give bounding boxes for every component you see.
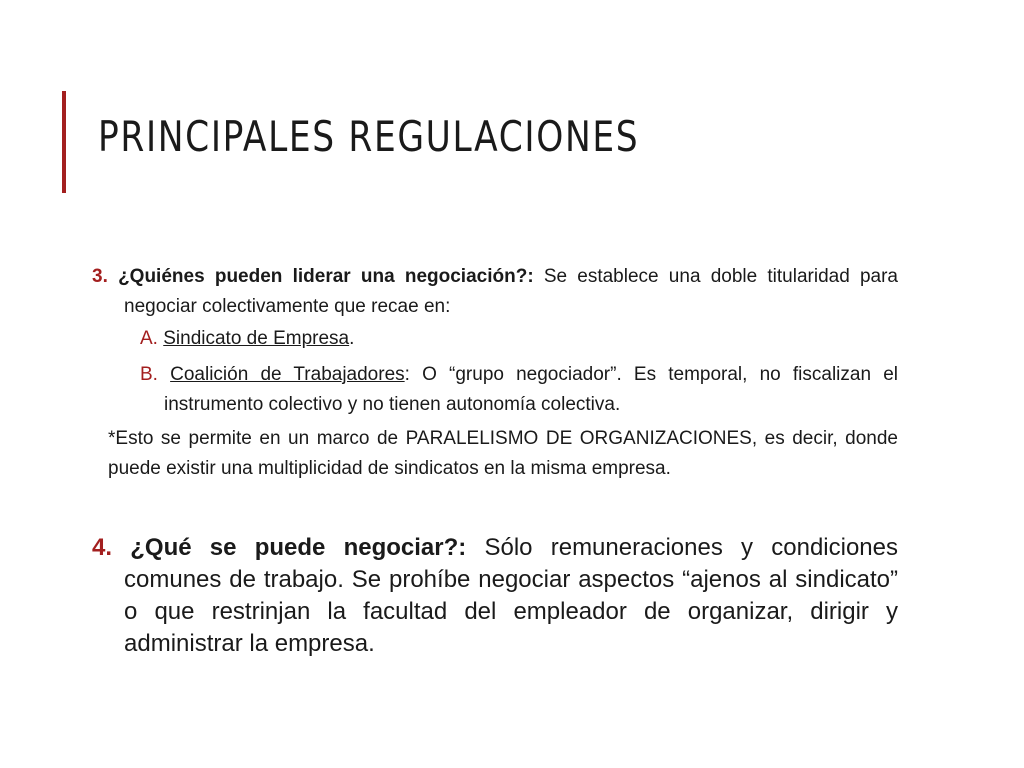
- item-4-question: ¿Qué se puede negociar?:: [130, 534, 467, 561]
- item-4-number: 4.: [92, 534, 113, 561]
- item-4-paragraph: [92, 532, 898, 660]
- sub-item-b: [102, 360, 898, 420]
- slide-content: [92, 262, 898, 660]
- sub-item-a: [102, 324, 898, 354]
- item-4-text: Sólo remuneraciones y condiciones comunes de trabajo. Se prohíbe negociar aspectos “ajenos al sindicato” o que restrinjan la facultad del empleador de organizar, dirigir y administrar la empresa.: [124, 534, 898, 657]
- item-3-number: 3.: [92, 266, 108, 287]
- slide-title: PRINCIPALES REGULACIONES: [98, 112, 640, 161]
- item-3-paragraph: [92, 262, 898, 322]
- item-3-question: ¿Quiénes pueden liderar una negociación?: [118, 266, 528, 287]
- sub-item-a-text: .: [349, 328, 355, 349]
- sub-item-b-label: Coalición de Trabajadores: [170, 364, 405, 385]
- item-3-note: *Esto se permite en un marco de PARALELISMO DE ORGANIZACIONES, es decir, donde puede existir una multiplicidad de sindicatos en la misma empresa.: [108, 428, 898, 479]
- sub-item-b-letter: B.: [140, 364, 158, 385]
- sub-item-b-text: : O “grupo negociador”. Es temporal, no fiscalizan el instrumento colectivo y no tienen autonomía colectiva.: [164, 364, 898, 415]
- sub-item-a-letter: A.: [140, 328, 158, 349]
- sub-item-a-label: Sindicato de Empresa: [163, 328, 350, 349]
- title-accent-bar: [62, 91, 66, 193]
- item-3-text: Se establece una doble titularidad para negociar colectivamente que recae en:: [124, 266, 898, 317]
- item-3-colon: :: [527, 266, 534, 287]
